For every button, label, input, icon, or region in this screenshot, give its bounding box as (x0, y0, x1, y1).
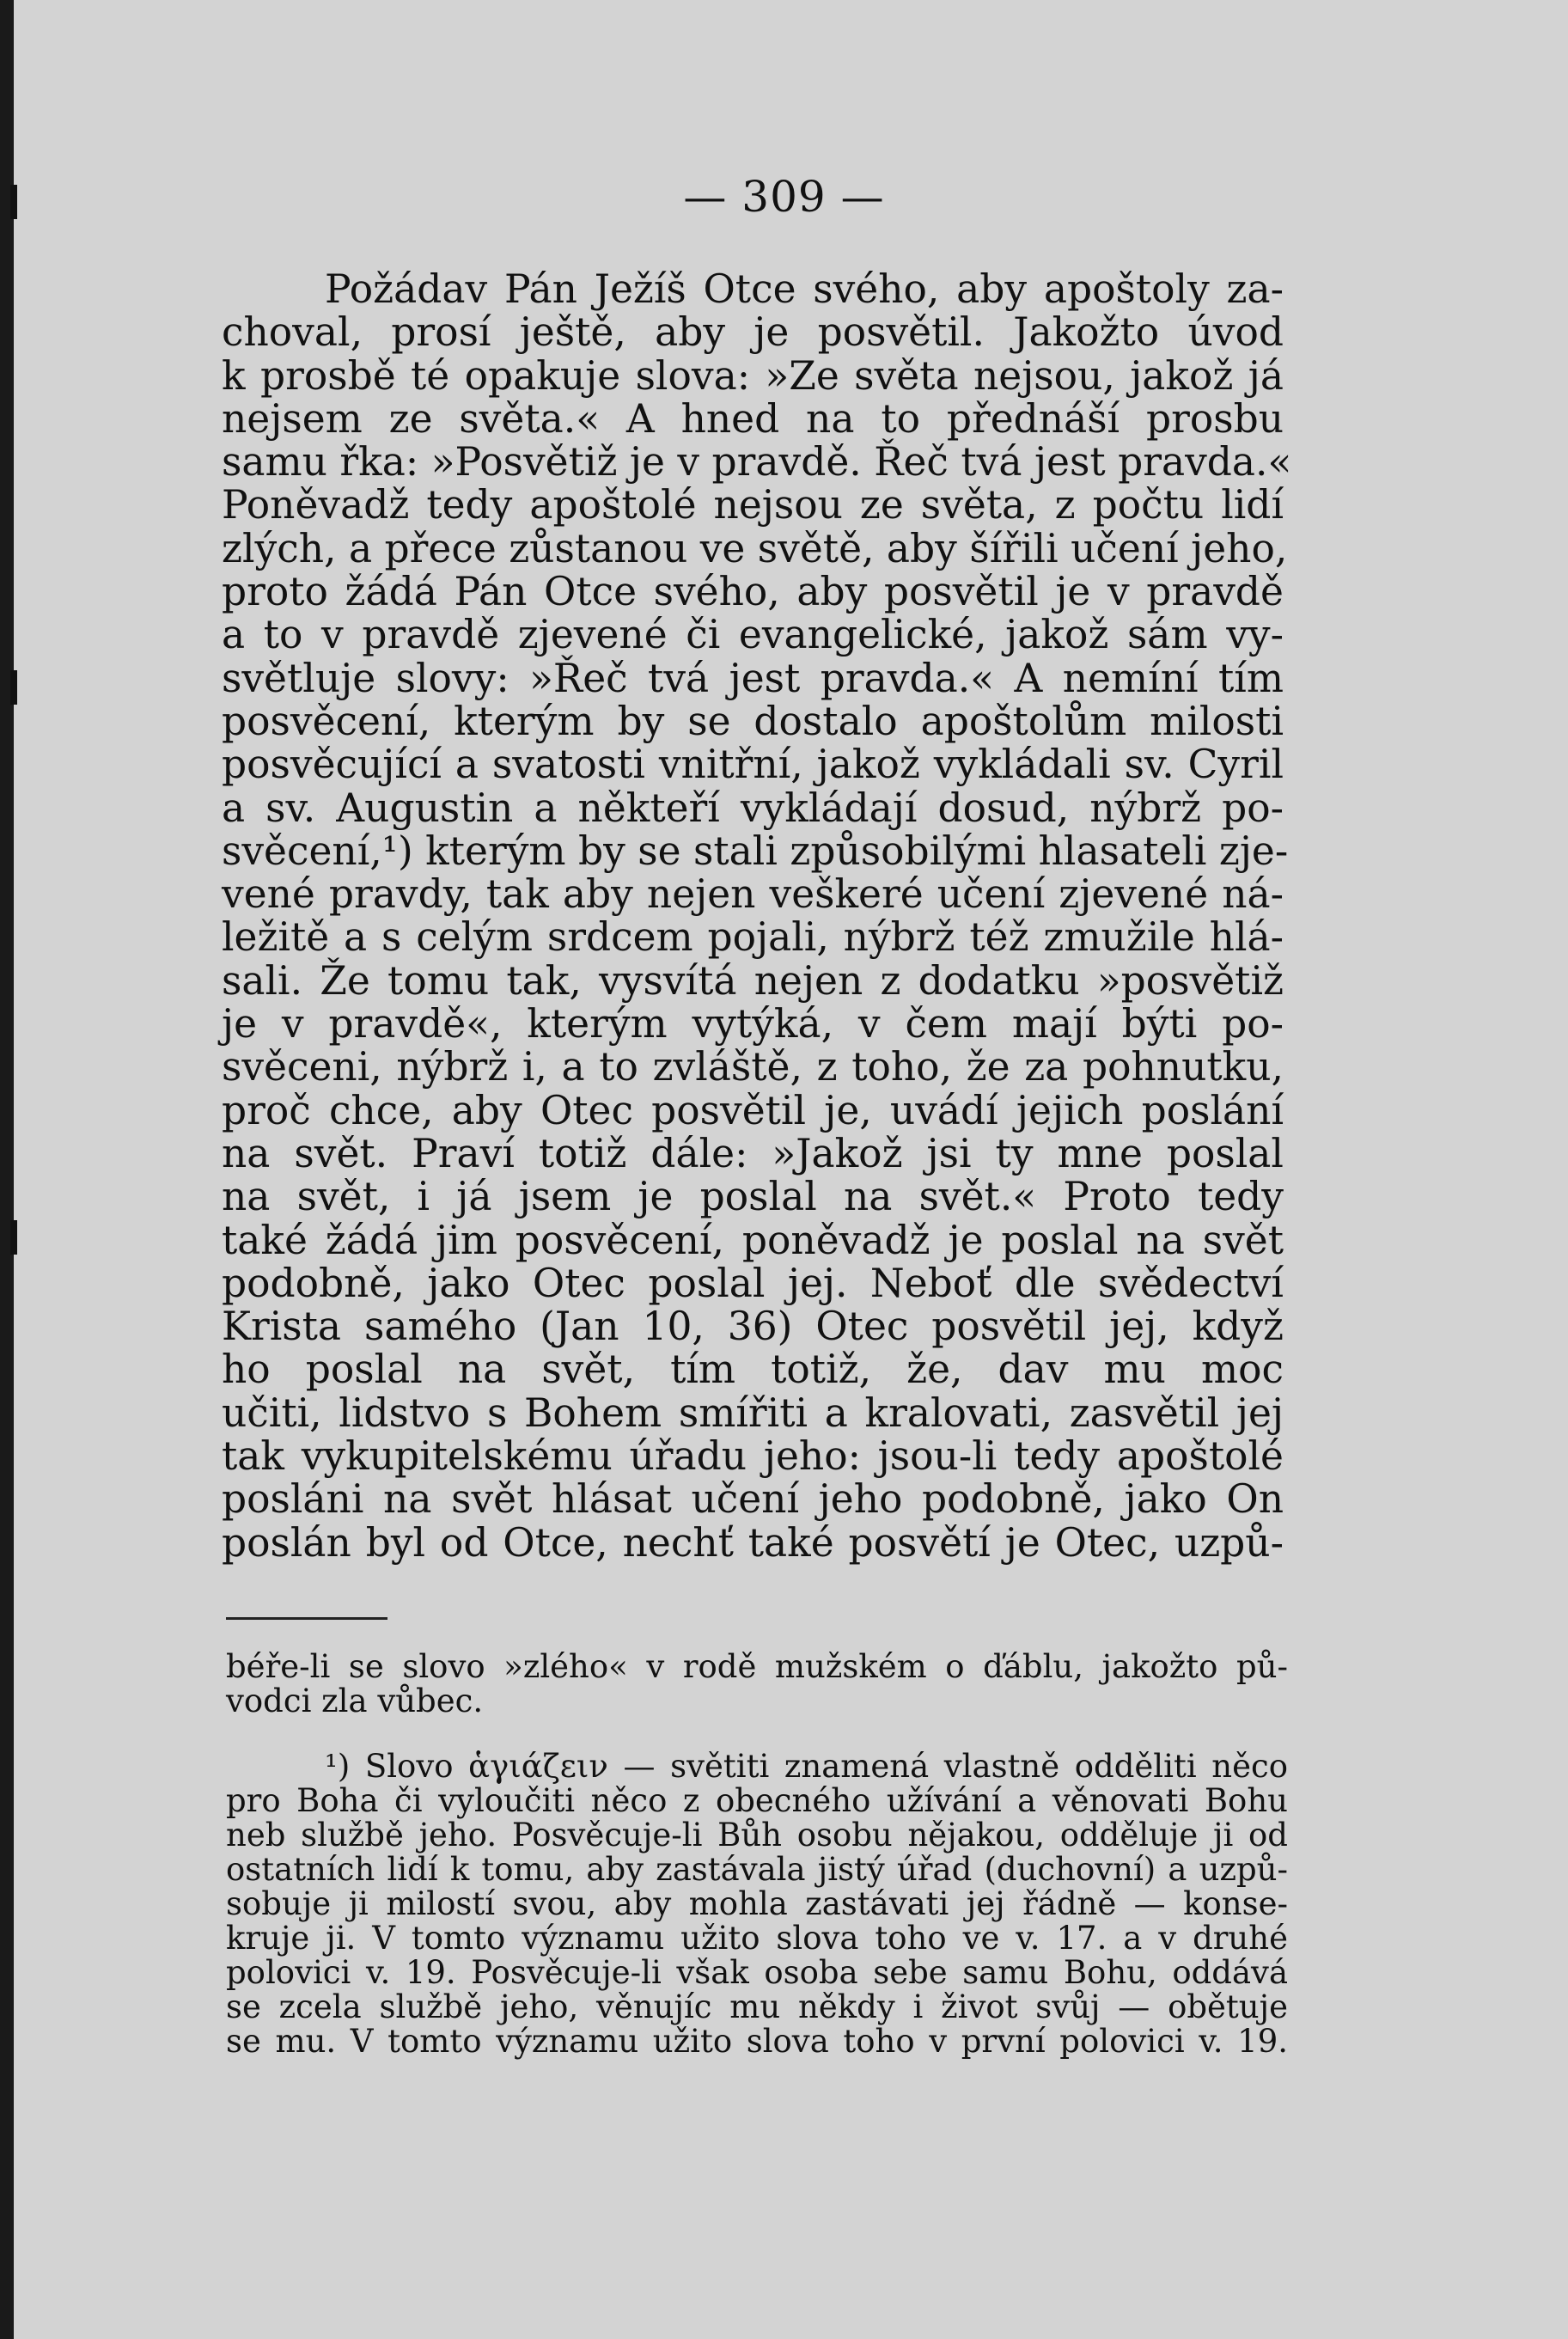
body-line: sali. Že tomu tak, vysvítá nejen z dodatku »posvětiž (222, 957, 1284, 1004)
body-line: Požádav Pán Ježíš Otce svého, aby apoštoly za- (325, 266, 1284, 312)
footnote-line: neb službě jeho. Posvěcuje-li Bůh osobu nějakou, odděluje ji od (226, 1817, 1288, 1853)
footnote-line: ¹) Slovo ἁγιάζειν — světiti znamená vlastně odděliti něco (325, 1748, 1288, 1785)
footnote-line: vodci zla vůbec. (226, 1682, 484, 1719)
page-left-edge (0, 0, 14, 2339)
body-line: ležitě a s celým srdcem pojali, nýbrž též zmužile hlá- (222, 914, 1284, 961)
body-line: posvěcující a svatosti vnitřní, jakož vykládali sv. Cyril (222, 742, 1284, 788)
body-line: nejsem ze světa.« A hned na to přednáší prosbu (222, 395, 1284, 442)
footnote-line: béře-li se slovo »zlého« v rodě mužském o ďáblu, jakožto pů- (226, 1648, 1288, 1685)
body-line: k prosbě té opakuje slova: »Ze světa nejsou, jakož já (222, 352, 1284, 399)
body-line: světluje slovy: »Řeč tvá jest pravda.« A nemíní tím (222, 655, 1284, 701)
footnote-line: sobuje ji milostí svou, aby mohla zastávati jej řádně — konse- (226, 1885, 1288, 1922)
footnote-line: se mu. V tomto významu užito slova toho v první polovici v. 19. (226, 2023, 1288, 2060)
body-line: a sv. Augustin a někteří vykládají dosud, nýbrž po- (222, 785, 1284, 831)
body-line: posvěcení, kterým by se dostalo apoštolům milosti (222, 698, 1284, 744)
footnote-line: se zcela službě jeho, věnujíc mu někdy i život svůj — obětuje (226, 1988, 1288, 2025)
footnote-line: pro Boha či vyloučiti něco z obecného užívání a věnovati Bohu (226, 1782, 1288, 1819)
body-line: choval, prosí ještě, aby je posvětil. Jakožto úvod (222, 309, 1284, 356)
body-line: vené pravdy, tak aby nejen veškeré učení zjevené ná- (222, 871, 1284, 918)
body-line: na svět, i já jsem je poslal na svět.« Proto tedy (222, 1174, 1284, 1220)
page-number: — 309 — (683, 172, 885, 222)
footnote-line: kruje ji. V tomto významu užito slova toho ve v. 17. a v druhé (226, 1920, 1288, 1957)
body-line: učiti, lidstvo s Bohem smířiti a kralovati, zasvětil jej (222, 1389, 1284, 1436)
margin-mark (10, 670, 17, 705)
margin-mark (10, 1220, 17, 1255)
body-line: proč chce, aby Otec posvětil je, uvádí jejich poslání (222, 1087, 1284, 1133)
body-line: Poněvadž tedy apoštolé nejsou ze světa, z počtu lidí (222, 482, 1284, 528)
main-body-text (222, 266, 1292, 1566)
body-line: proto žádá Pán Otce svého, aby posvětil je v pravdě (222, 569, 1284, 615)
footnote-rule (226, 1617, 387, 1620)
footnote-continued (226, 1650, 1288, 1719)
body-line: samu řka: »Posvětiž je v pravdě. Řeč tvá jest pravda.« (222, 439, 1292, 486)
footnote-line: ostatních lidí k tomu, aby zastávala jistý úřad (duchovní) a uzpů- (226, 1851, 1288, 1888)
body-line: Krista samého (Jan 10, 36) Otec posvětil jej, když (222, 1304, 1284, 1350)
body-line: svěcení,¹) kterým by se stali způsobilými hlasateli zje- (222, 828, 1289, 874)
body-line: posláni na svět hlásat učení jeho podobně, jako On (222, 1476, 1284, 1523)
body-line: a to v pravdě zjevené či evangelické, jakož sám vy- (222, 612, 1284, 658)
body-line: podobně, jako Otec poslal jej. Neboť dle svědectví (222, 1260, 1284, 1306)
body-line: tak vykupitelskému úřadu jeho: jsou-li tedy apoštolé (222, 1433, 1284, 1480)
body-line: svěceni, nýbrž i, a to zvláště, z toho, že za pohnutku, (222, 1044, 1284, 1090)
footnote-1 (226, 1750, 1288, 2059)
body-line: je v pravdě«, kterým vytýká, v čem mají býti po- (222, 1001, 1284, 1047)
body-line: také žádá jim posvěcení, poněvadž je poslal na svět (222, 1217, 1284, 1263)
body-line: na svět. Praví totiž dále: »Jakož jsi ty mne poslal (222, 1130, 1284, 1176)
body-line: poslán byl od Otce, nechť také posvětí je Otec, uzpů- (222, 1519, 1284, 1566)
body-line: zlých, a přece zůstanou ve světě, aby šířili učení jeho, (222, 525, 1288, 571)
footnote-line: polovici v. 19. Posvěcuje-li však osoba sebe samu Bohu, oddává (226, 1954, 1288, 1991)
body-line: ho poslal na svět, tím totiž, že, dav mu moc (222, 1347, 1284, 1393)
